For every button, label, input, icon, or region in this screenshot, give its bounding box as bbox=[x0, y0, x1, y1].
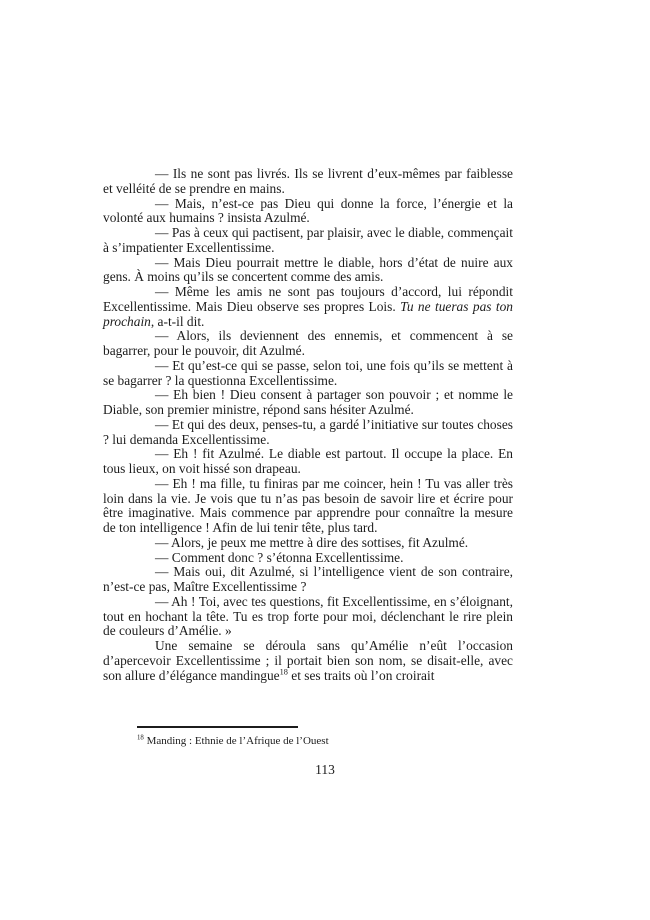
text-segment: Tu ne tueras pas ton prochain bbox=[103, 298, 513, 329]
page-number: 113 bbox=[315, 762, 335, 777]
text-segment: — Même les amis ne sont pas toujours d’accord, lui répondit Excellentissime. Mais Dieu observe ses propres Lois. bbox=[103, 284, 513, 314]
text-segment: Une semaine se déroula sans qu’Amélie n’eût l’occasion d’apercevoir Excellentissime ; il portait bien son nom, se disait-elle, avec son allure d’élégance mandingue bbox=[103, 638, 513, 683]
text-segment: — Ah ! Toi, avec tes questions, fit Excellentissime, en s’éloignant, tout en hochant la tête. Tu es trop forte pour moi, déclenchant le rire plein de couleurs d’Amélie. » bbox=[103, 593, 513, 639]
text-segment: — Pas à ceux qui pactisent, par plaisir, avec le diable, commençait à s’impatienter Excellentissime. bbox=[103, 225, 513, 255]
paragraph bbox=[103, 285, 513, 329]
text-segment: — Eh ! fit Azulmé. Le diable est partout. Il occupe la place. En tous lieux, on voit hissé son drapeau. bbox=[103, 446, 513, 476]
text-segment: — Eh bien ! Dieu consent à partager son pouvoir ; et nomme le Diable, son premier ministre, répond sans hésiter Azulmé. bbox=[103, 387, 513, 417]
paragraph bbox=[103, 359, 513, 389]
text-segment: — Comment donc ? s’étonna Excellentissime. bbox=[155, 549, 404, 565]
footnote-reference: 18 bbox=[279, 667, 288, 677]
text-segment: — Eh ! ma fille, tu finiras par me coincer, hein ! Tu vas aller très loin dans la vie. Je vois que tu n’as pas besoin de savoir lire et écrire pour être imaginative. Mais commence par apprendre pour connaître la mesure de ton intelligence ! Afin de lui tenir tête, plus tard. bbox=[103, 475, 513, 535]
paragraph bbox=[103, 536, 513, 551]
paragraph bbox=[103, 565, 513, 595]
footnote-separator-rule bbox=[137, 726, 298, 728]
paragraph bbox=[103, 329, 513, 359]
paragraph bbox=[103, 551, 513, 566]
footnote-text bbox=[137, 735, 467, 748]
text-segment: — Et qu’est-ce qui se passe, selon toi, une fois qu’ils se mettent à se bagarrer ? la questionna Excellentissime. bbox=[103, 357, 513, 388]
text-segment: — Mais Dieu pourrait mettre le diable, hors d’état de nuire aux gens. À moins qu’ils se concertent comme des amis. bbox=[103, 254, 513, 285]
paragraph bbox=[103, 477, 513, 536]
text-segment: — Mais, n’est-ce pas Dieu qui donne la force, l’énergie et la volonté aux humains ? insista Azulmé. bbox=[103, 195, 513, 226]
footnote bbox=[137, 726, 467, 748]
paragraph bbox=[103, 447, 513, 477]
text-segment: — Alors, je peux me mettre à dire des sottises, fit Azulmé. bbox=[155, 534, 469, 550]
text-segment: et ses traits où l’on croirait bbox=[287, 667, 435, 683]
text-segment: — Mais oui, dit Azulmé, si l’intelligence vient de son contraire, n’est-ce pas, Maître Excellentissime ? bbox=[103, 564, 513, 594]
body-text bbox=[103, 167, 513, 683]
paragraph bbox=[103, 197, 513, 227]
paragraph bbox=[103, 256, 513, 286]
footnote-marker: 18 bbox=[137, 734, 144, 742]
text-segment: — Ils ne sont pas livrés. Ils se livrent d’eux-mêmes par faiblesse et velléité de se prendre en mains. bbox=[103, 166, 513, 196]
paragraph bbox=[103, 388, 513, 418]
paragraph bbox=[103, 167, 513, 197]
text-segment: , a-t-il dit. bbox=[150, 313, 205, 329]
text-segment: — Et qui des deux, penses-tu, a gardé l’initiative sur toutes choses ? lui demanda Excellentissime. bbox=[103, 416, 513, 447]
paragraph bbox=[103, 639, 513, 683]
paragraph bbox=[103, 226, 513, 256]
footnote-label: Manding : Ethnie de l’Afrique de l’Ouest bbox=[143, 735, 329, 747]
paragraph bbox=[103, 595, 513, 639]
paragraph bbox=[103, 418, 513, 448]
text-segment: — Alors, ils deviennent des ennemis, et commencent à se bagarrer, pour le pouvoir, dit Azulmé. bbox=[103, 328, 513, 358]
